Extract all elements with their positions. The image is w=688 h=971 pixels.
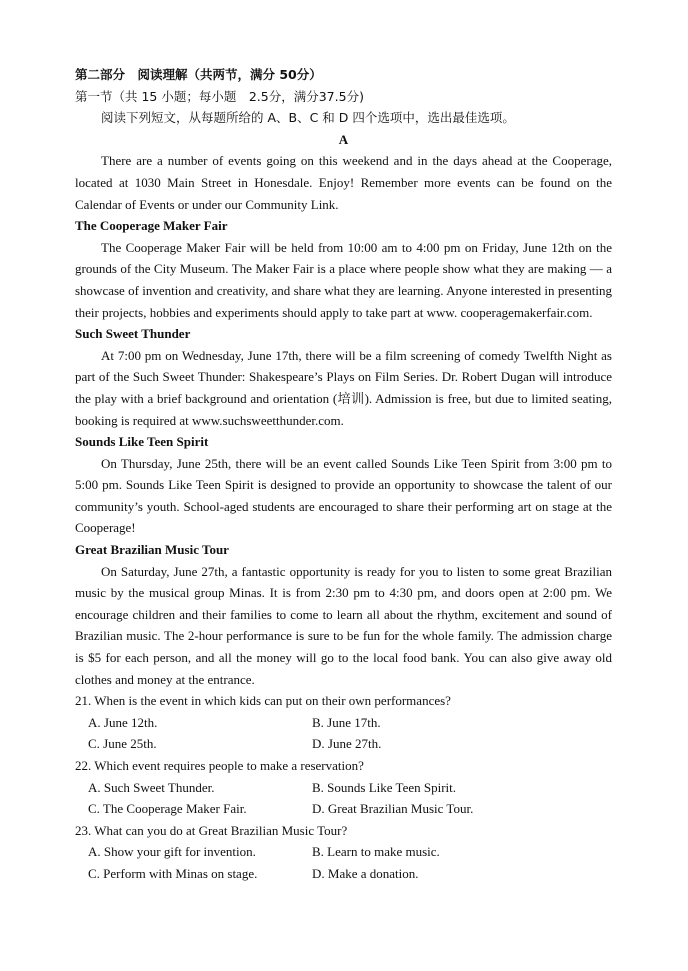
option-c[interactable]: C. The Cooperage Maker Fair. [88,801,247,817]
option-b[interactable]: B. June 17th. [312,714,381,730]
question-stem: 22. Which event requires people to make a reservation? [75,758,364,773]
question-stem: 23. What can you do at Great Brazilian Music Tour? [75,822,348,838]
option-b[interactable]: B. Learn to make music. [312,844,440,860]
section-body: On Saturday, June 27th, a fantastic opportunity is ready for you to listen to some great Brazilian music by the musical group Minas. It is from 2:30 pm to 4:30 pm, and doors open at 2:00 pm. We encourage children and their families to come to learn all about the rhythm, excitement and sound of Brazilian music. The 2-hour performance is sure to be fun for the whole family. The admission charge is $5 for each person, and all the money will go to the local food bank. You can also give away old clothes and money at the entrance. [75,563,612,687]
option-b[interactable]: B. Sounds Like Teen Spirit. [312,779,457,795]
section-heading: Great Brazilian Music Tour [75,542,229,558]
instruction-text: 阅读下列短文，从每题所给的 A、B、C 和 D 四个选项中，选出最佳选项。 [101,110,515,126]
option-d[interactable]: D. June 27th. [312,736,382,752]
reading-section [75,64,612,885]
section-body: At 7:00 pm on Wednesday, June 17th, there will be a film screening of comedy Twelfth Night as part of the Such Sweet Thunder: Shakespeare’s Plays on Film Series. Dr. Robert Dugan will introduce the play with a brief background and orientation (培训). Admission is free, but due to limited seating, booking is required at www.suchsweetthunder.com. [75,347,612,428]
section-body: The Cooperage Maker Fair will be held from 10:00 am to 4:00 pm on Friday, June 12th on the grounds of the City Museum. The Maker Fair is a place where people show what they are making — a showcase of invention and creativity, and share what they are learning. Anyone interested in presenting their projects, hobbies and experiments should apply to take part at www. cooperagemakerfair.com. [75,239,612,320]
question-22 [75,755,612,820]
option-c[interactable]: C. Perform with Minas on stage. [88,865,258,881]
section-title: 第一节（共 15 小题；每小题 2.5分，满分37.5分) [75,88,364,104]
passage-label: A [338,131,349,147]
option-a[interactable]: A. Show your gift for invention. [88,844,256,860]
section-heading: Sounds Like Teen Spirit [75,434,209,450]
question-stem: 21. When is the event in which kids can put on their own performances? [75,693,451,709]
question-23 [75,820,612,885]
section-heading: Such Sweet Thunder [75,326,191,342]
passage-intro: There are a number of events going on this weekend and in the days ahead at the Cooperage, located at 1030 Main Street in Honesdale. Enjoy! Remember more events can be found on the Calendar of Events or under our Community Link. [75,153,612,212]
option-a[interactable]: A. Such Sweet Thunder. [88,779,215,795]
section-heading: The Cooperage Maker Fair [75,218,228,234]
option-a[interactable]: A. June 12th. [88,714,158,730]
question-21 [75,690,612,755]
option-d[interactable]: D. Make a donation. [312,865,419,881]
options-grid [75,841,612,884]
options-grid [75,777,612,820]
option-c[interactable]: C. June 25th. [88,736,157,752]
section-body: On Thursday, June 25th, there will be an event called Sounds Like Teen Spirit from 3:00 pm to 5:00 pm. Sounds Like Teen Spirit is designed to provide an opportunity to showcase the talent of our community’s youth. School-aged students are encouraged to share their performing art on stage at the Cooperage! [75,455,612,536]
options-grid [75,712,612,755]
part-title: 第二部分 阅读理解（共两节，满分 50分） [75,67,322,82]
option-d[interactable]: D. Great Brazilian Music Tour. [312,801,474,817]
